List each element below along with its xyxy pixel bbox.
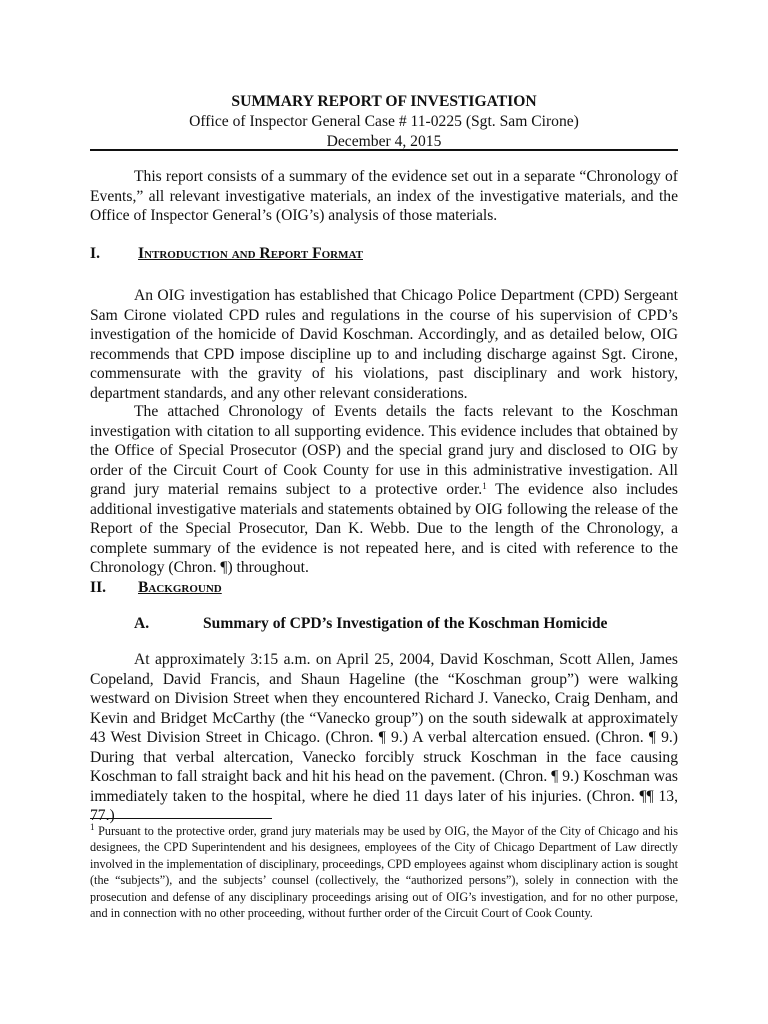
subsection-a-para-1: At approximately 3:15 a.m. on April 25, 2004, David Koschman, Scott Allen, James Copeland, David Francis, and Shaun Hageline (the “Koschman group”) were walking westward on Division Street when they encountered Richard J. Vanecko, Craig Denham, and Kevin and Bridget McCarthy (the “Vanecko group”) on the south sidewalk at approximately 43 West Division Street in Chicago. (Chron. ¶ 9.) A verbal altercation ensued. (Chron. ¶ 9.) During that verbal altercation, Vanecko forcibly struck Koschman in the face causing Koschman to fall straight back and hit his head on the pavement. (Chron. ¶ 9.) Koschman was immediately taken to the hospital, where he died 11 days later of his injuries. (Chron. ¶¶ 13, 77.)	[90, 651, 678, 824]
section-1-para-2	[90, 402, 678, 578]
section-1-para-2-block	[90, 402, 678, 578]
subsection-a-number: A.	[134, 615, 150, 632]
subsection-a-title: Summary of CPD’s Investigation of the Koschman Homicide	[203, 615, 608, 632]
section-2-heading	[90, 578, 678, 598]
subsection-a-para-block	[90, 650, 678, 826]
section-1-para-2-part-a: The attached Chronology of Events details the facts relevant to the Koschman investigation with citation to all supporting evidence. This evidence includes that obtained by the Office of Special Prosecutor (OSP) and the special grand jury and disclosed to OIG by order of the Circuit Court of Cook County for use in this administrative investigation. All grand jury material remains subject to a protective order.	[90, 403, 678, 498]
section-2-title: Background	[138, 579, 222, 596]
footnote-text: Pursuant to the protective order, grand jury materials may be used by OIG, the Mayor of the City of Chicago and his designees, the CPD Superintendent and his designees, employees of the City of Chicago Department of Law directly involved in the implementation of disciplinary, proceedings, CPD employees against whom disciplinary action is sought (the “subjects”), and the subjects’ counsel (collectively, the “authorized persons”), solely in connection with the prosecution and defense of any disciplinary proceedings arising out of OIG’s investigation, and for no other purpose, and in connection with no other proceeding, without further order of the Circuit Court of Cook County.	[90, 824, 678, 921]
header-rule	[90, 149, 678, 151]
report-date: December 4, 2015	[326, 133, 442, 150]
section-1-title: Introduction and Report Format	[138, 245, 363, 262]
section-1-para-1-block	[90, 286, 678, 403]
report-header	[90, 92, 678, 152]
case-line: Office of Inspector General Case # 11-0225 (Sgt. Sam Cirone)	[189, 113, 579, 130]
footnote-separator	[90, 818, 272, 819]
footnote	[90, 823, 678, 921]
footnote-ref: 1	[482, 481, 487, 491]
report-title: SUMMARY REPORT OF INVESTIGATION	[231, 93, 537, 110]
footnote-number: 1	[90, 822, 95, 832]
section-1-para-1: An OIG investigation has established that Chicago Police Department (CPD) Sergeant Sam Cirone violated CPD rules and regulations in the course of his supervision of CPD’s investigation of the homicide of David Koschman. Accordingly, and as detailed below, OIG recommends that CPD impose discipline up to and including discharge against Sgt. Cirone, commensurate with the gravity of his violations, past disciplinary and work history, department standards, and any other relevant considerations.	[90, 287, 678, 402]
intro-paragraph: This report consists of a summary of the evidence set out in a separate “Chronology of Events,” all relevant investigative materials, an index of the investigative materials, and the Office of Inspector General’s (OIG’s) analysis of those materials.	[90, 168, 678, 224]
section-2-number: II.	[90, 579, 107, 596]
section-1-para-2-part-b: The evidence also includes additional investigative materials and statements obtained by OIG following the release of the Report of the Special Prosecutor, Dan K. Webb. Due to the length of the Chronology, a complete summary of the evidence is not repeated here, and is cited with reference to the Chronology (Chron. ¶) throughout.	[90, 481, 678, 576]
section-1-heading	[90, 244, 678, 264]
subsection-a-heading	[134, 614, 678, 634]
section-1-number: I.	[90, 245, 100, 262]
intro-block	[90, 167, 678, 226]
